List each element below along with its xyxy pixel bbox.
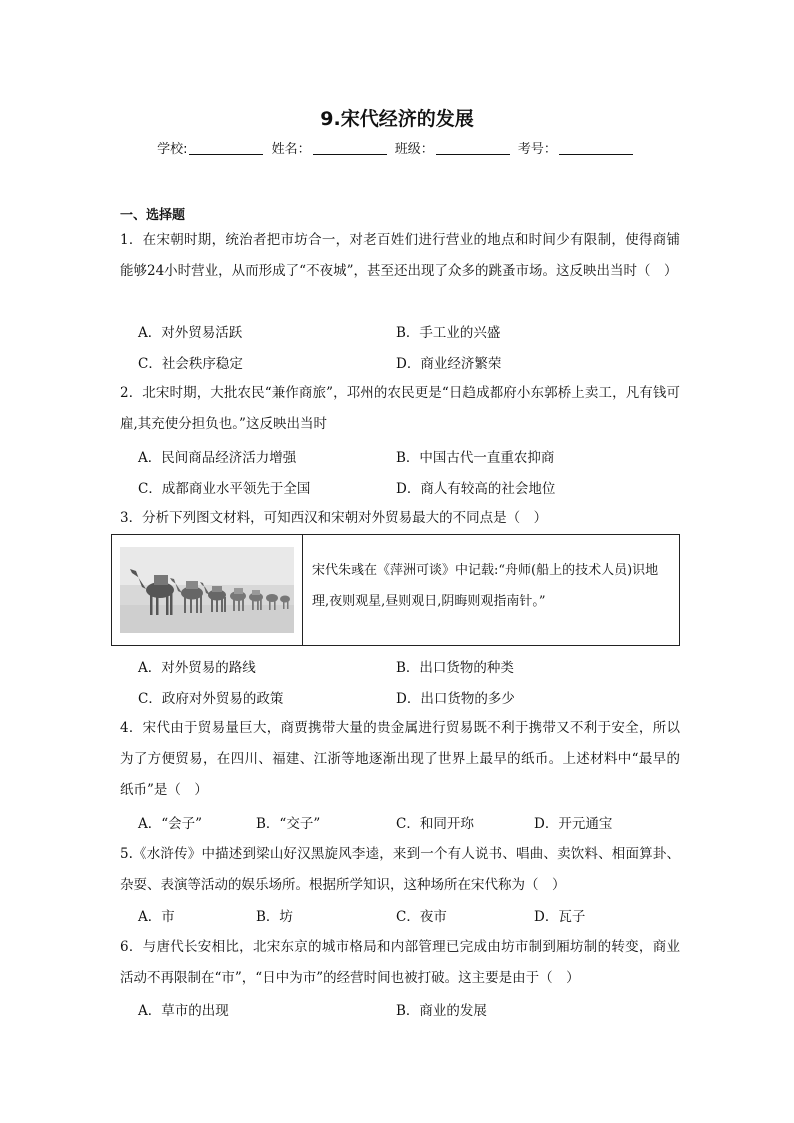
question-1-options-row2 — [138, 352, 698, 372]
name-label: 姓名： — [271, 142, 311, 157]
class-blank[interactable] — [436, 142, 510, 155]
q6-option-a[interactable]: A．草市的出现 — [138, 1003, 229, 1019]
page-title: 9.宋代经济的发展 — [320, 108, 474, 130]
school-blank[interactable] — [189, 142, 263, 155]
camel-caravan-image — [112, 535, 303, 645]
q1-option-a[interactable]: A．对外贸易活跃 — [138, 325, 243, 341]
question-5-options-row — [138, 905, 698, 925]
id-blank[interactable] — [559, 142, 633, 155]
question-2-stem: 2．北宋时期，大批农民“兼作商旅”，邛州的农民更是“日趋成都府小东郭桥上卖工，凡有钱可雇,其充使分担负也。”这反映出当时 — [120, 385, 680, 432]
q3-option-b[interactable]: B．出口货物的种类 — [396, 660, 514, 676]
q3-option-c[interactable]: C．政府对外贸易的政策 — [138, 691, 284, 707]
q1-option-c[interactable]: C．社会秩序稳定 — [138, 356, 243, 372]
question-3-material-box — [111, 534, 680, 646]
question-3-options-row1 — [138, 656, 698, 676]
q2-option-b[interactable]: B．中国古代一直重农抑商 — [396, 450, 555, 466]
q4-option-d[interactable]: D．开元通宝 — [534, 816, 613, 832]
q4-option-b[interactable]: B．“交子” — [256, 816, 321, 832]
class-label: 班级： — [394, 142, 434, 157]
section-heading: 一、选择题 — [120, 208, 186, 223]
name-blank[interactable] — [313, 142, 387, 155]
id-label: 考号： — [517, 142, 557, 157]
student-info-line — [0, 138, 794, 157]
question-4-stem: 4．宋代由于贸易量巨大，商贾携带大量的贵金属进行贸易既不利于携带又不利于安全，所以为了方便贸易，在四川、福建、江浙等地逐渐出现了世界上最早的纸币。上述材料中“最早的纸币”是（ ） — [120, 720, 680, 798]
q3-option-a[interactable]: A．对外贸易的路线 — [138, 660, 256, 676]
school-label: 学校: — [157, 142, 188, 157]
q6-option-b[interactable]: B．商业的发展 — [396, 1003, 487, 1019]
q5-option-b[interactable]: B．坊 — [256, 909, 293, 925]
q3-option-d[interactable]: D．出口货物的多少 — [396, 691, 515, 707]
question-3-stem: 3．分析下列图文材料，可知西汉和宋朝对外贸易最大的不同点是（ ） — [120, 510, 548, 526]
question-4-options-row — [138, 812, 698, 832]
q2-option-c[interactable]: C．成都商业水平领先于全国 — [138, 481, 311, 497]
question-6-options-row — [138, 999, 698, 1019]
q1-option-b[interactable]: B．手工业的兴盛 — [396, 325, 501, 341]
question-3-material-text: 宋代朱彧在《萍洲可谈》中记载:“舟师(船上的技术人员)识地理,夜则观星,昼则观日,阴晦则观指南针。” — [312, 563, 659, 609]
question-1-stem: 1．在宋朝时期，统治者把市坊合一，对老百姓们进行营业的地点和时间少有限制，使得商铺能够24小时营业，从而形成了“不夜城”，甚至还出现了众多的跳蚤市场。这反映出当时（ ） — [120, 232, 680, 279]
q5-option-d[interactable]: D．瓦子 — [534, 909, 586, 925]
question-6-stem: 6．与唐代长安相比，北宋东京的城市格局和内部管理已完成由坊市制到厢坊制的转变，商业活动不再限制在“市”，“日中为市”的经营时间也被打破。这主要是由于（ ） — [120, 939, 680, 986]
q5-option-a[interactable]: A．市 — [138, 909, 175, 925]
q5-option-c[interactable]: C．夜市 — [396, 909, 447, 925]
q4-option-a[interactable]: A．“会子” — [138, 816, 203, 832]
question-2-options-row1 — [138, 446, 698, 466]
q2-option-a[interactable]: A．民间商品经济活力增强 — [138, 450, 297, 466]
question-2-options-row2 — [138, 477, 698, 497]
question-1-options-row1 — [138, 321, 698, 341]
question-3-options-row2 — [138, 687, 698, 707]
q1-option-d[interactable]: D．商业经济繁荣 — [396, 356, 502, 372]
question-5-stem: 5.《水浒传》中描述到梁山好汉黑旋风李逵，来到一个有人说书、唱曲、卖饮料、相面算卦、杂耍、表演等活动的娱乐场所。根据所学知识，这种场所在宋代称为（ ） — [120, 846, 680, 893]
camel-caravan-icon — [112, 535, 302, 645]
q4-option-c[interactable]: C．和同开珎 — [396, 816, 474, 832]
q2-option-d[interactable]: D．商人有较高的社会地位 — [396, 481, 556, 497]
